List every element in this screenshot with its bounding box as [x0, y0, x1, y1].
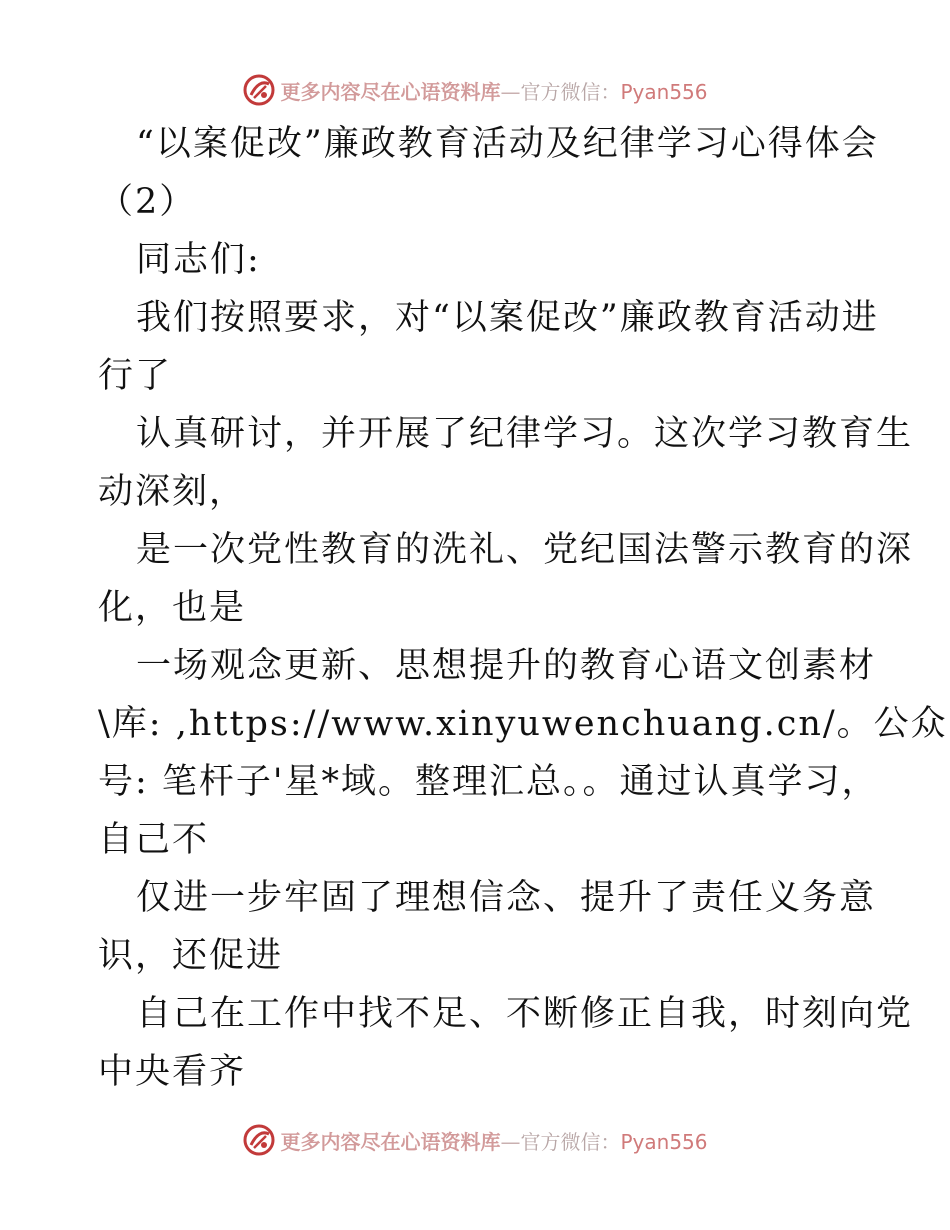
logo-icon — [242, 73, 276, 107]
footer-watermark — [0, 1120, 950, 1160]
watermark-label: 官方微信： — [520, 79, 621, 104]
paragraph-line: 识，还促进 — [98, 936, 284, 976]
document-body — [98, 115, 948, 1101]
watermark-main: 更多内容尽在心语资料库 — [280, 1129, 501, 1154]
document-title-continued: （2） — [98, 182, 197, 222]
watermark-text — [280, 1126, 707, 1155]
watermark-main: 更多内容尽在心语资料库 — [280, 79, 501, 104]
paragraph-line: 号: 笔杆子'星*域。整理汇总。。通过认真学习， — [98, 762, 879, 802]
header-watermark — [0, 70, 950, 110]
document-title: “以案促改”廉政教育活动及纪律学习心得体会 — [136, 124, 879, 164]
watermark-dash: — — [500, 79, 521, 104]
paragraph-line: 是一次党性教育的洗礼、党纪国法警示教育的深 — [136, 530, 914, 570]
paragraph-line: 认真研讨，并开展了纪律学习。这次学习教育生 — [136, 414, 914, 454]
paragraph-line: 一场观念更新、思想提升的教育心语文创素材 — [136, 646, 877, 686]
watermark-id: Pyan556 — [620, 79, 708, 104]
watermark-text — [280, 76, 707, 105]
paragraph-line: 化，也是 — [98, 588, 247, 628]
paragraph-line: 行了 — [98, 356, 173, 396]
watermark-id: Pyan556 — [620, 1129, 708, 1154]
paragraph-line: \库: ,https://www.xinyuwenchuang.cn/。公众 — [98, 704, 948, 744]
paragraph-line: 仅进一步牢固了理想信念、提升了责任义务意 — [136, 878, 877, 918]
paragraph-line: 自己不 — [98, 820, 210, 860]
paragraph-line: 我们按照要求，对“以案促改”廉政教育活动进 — [136, 298, 879, 338]
paragraph-line: 同志们: — [136, 240, 261, 280]
paragraph-line: 动深刻， — [98, 472, 247, 512]
paragraph-line: 自己在工作中找不足、不断修正自我，时刻向党 — [136, 994, 914, 1034]
watermark-dash: — — [500, 1129, 521, 1154]
watermark-label: 官方微信： — [520, 1129, 621, 1154]
logo-icon — [242, 1123, 276, 1157]
paragraph-line: 中央看齐 — [98, 1052, 247, 1092]
